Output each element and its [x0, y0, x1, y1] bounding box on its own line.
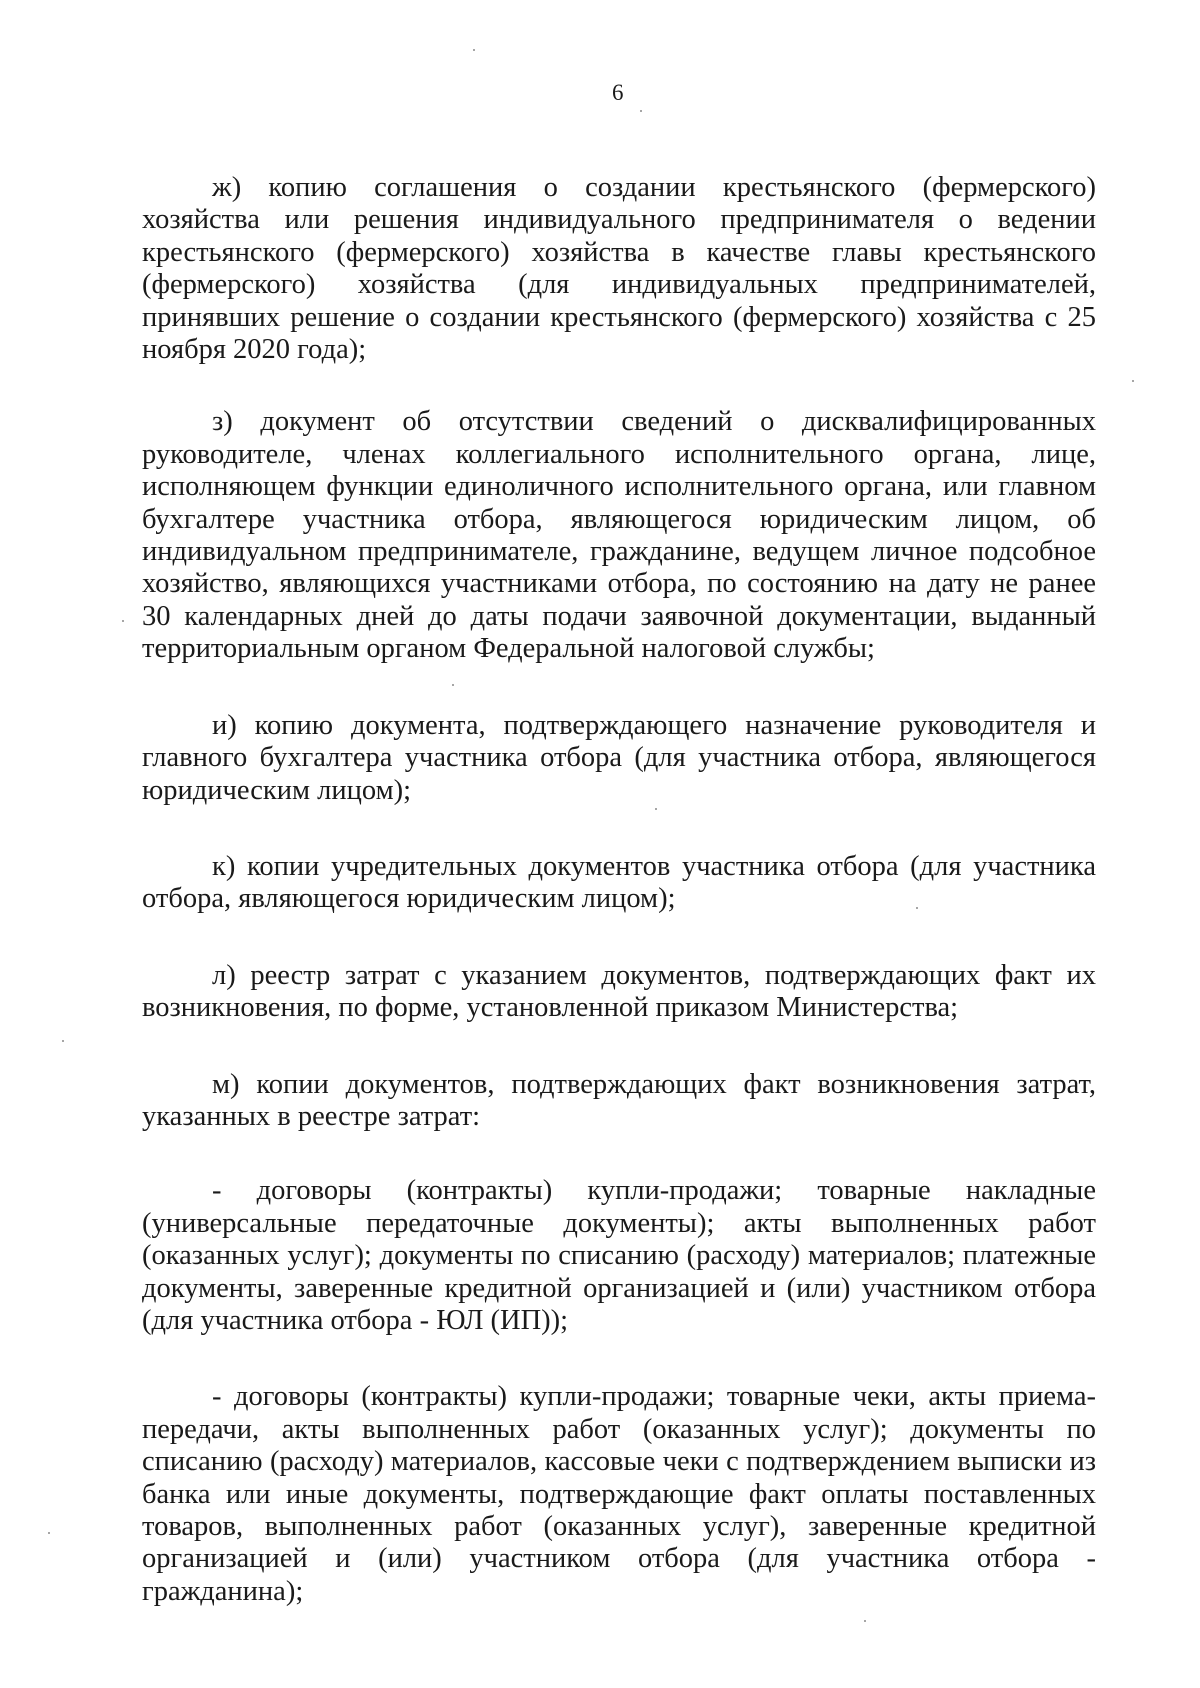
scan-speck	[916, 907, 918, 909]
paragraph-zh: ж) копию соглашения о создании крестьянского (фермерского) хозяйства или решения индивидуального предпринимателя о ведении крестьянского (фермерского) хозяйства в качестве главы крестьянского (фермерского) хозяйства (для индивидуальных предпринимателей, принявших решение о создании крестьянского (фермерского) хозяйства с 25 ноября 2020 года);	[142, 172, 1096, 366]
scan-speck	[473, 49, 475, 51]
scan-speck	[1132, 380, 1134, 382]
list-item-legal-entity: - договоры (контракты) купли-продажи; товарные накладные (универсальные передаточные документы); акты выполненных работ (оказанных услуг); документы по списанию (расходу) материалов; платежные документы, заверенные кредитной организацией и (или) участником отбора (для участника отбора - ЮЛ (ИП));	[142, 1175, 1096, 1336]
scan-speck	[62, 1040, 64, 1042]
paragraph-k: к) копии учредительных документов участника отбора (для участника отбора, являющегося юридическим лицом);	[142, 850, 1096, 915]
paragraph-i: и) копию документа, подтверждающего назначение руководителя и главного бухгалтера участника отбора (для участника отбора, являющегося юридическим лицом);	[142, 709, 1096, 806]
scan-speck	[122, 620, 124, 622]
paragraph-l: л) реестр затрат с указанием документов, подтверждающих факт их возникновения, по форме, установленной приказом Министерства;	[142, 959, 1096, 1024]
paragraph-m: м) копии документов, подтверждающих факт возникновения затрат, указанных в реестре затрат:	[142, 1068, 1096, 1132]
scan-speck	[864, 1620, 866, 1622]
list-item-citizen: - договоры (контракты) купли-продажи; товарные чеки, акты приема-передачи, акты выполненных работ (оказанных услуг); документы по списанию (расходу) материалов, кассовые чеки с подтверждением выписки из банка или иные документы, подтверждающие факт оплаты поставленных товаров, выполненных работ (оказанных услуг), заверенные кредитной организацией и (или) участником отбора (для участника отбора - гражданина);	[142, 1381, 1096, 1607]
scan-speck	[48, 1532, 50, 1534]
scan-speck	[655, 808, 657, 810]
document-body	[142, 172, 1096, 1608]
scan-speck	[452, 684, 454, 686]
scan-speck	[640, 110, 642, 112]
page-number: 6	[612, 80, 624, 105]
paragraph-z: з) документ об отсутствии сведений о дисквалифицированных руководителе, членах коллегиального исполнительного органа, лице, исполняющем функции единоличного исполнительного органа, или главном бухгалтере участника отбора, являющегося юридическим лицом, об индивидуальном предпринимателе, гражданине, ведущем личное подсобное хозяйство, являющихся участниками отбора, по состоянию на дату не ранее 30 календарных дней до даты подачи заявочной документации, выданный территориальным органом Федеральной налоговой службы;	[142, 406, 1096, 665]
